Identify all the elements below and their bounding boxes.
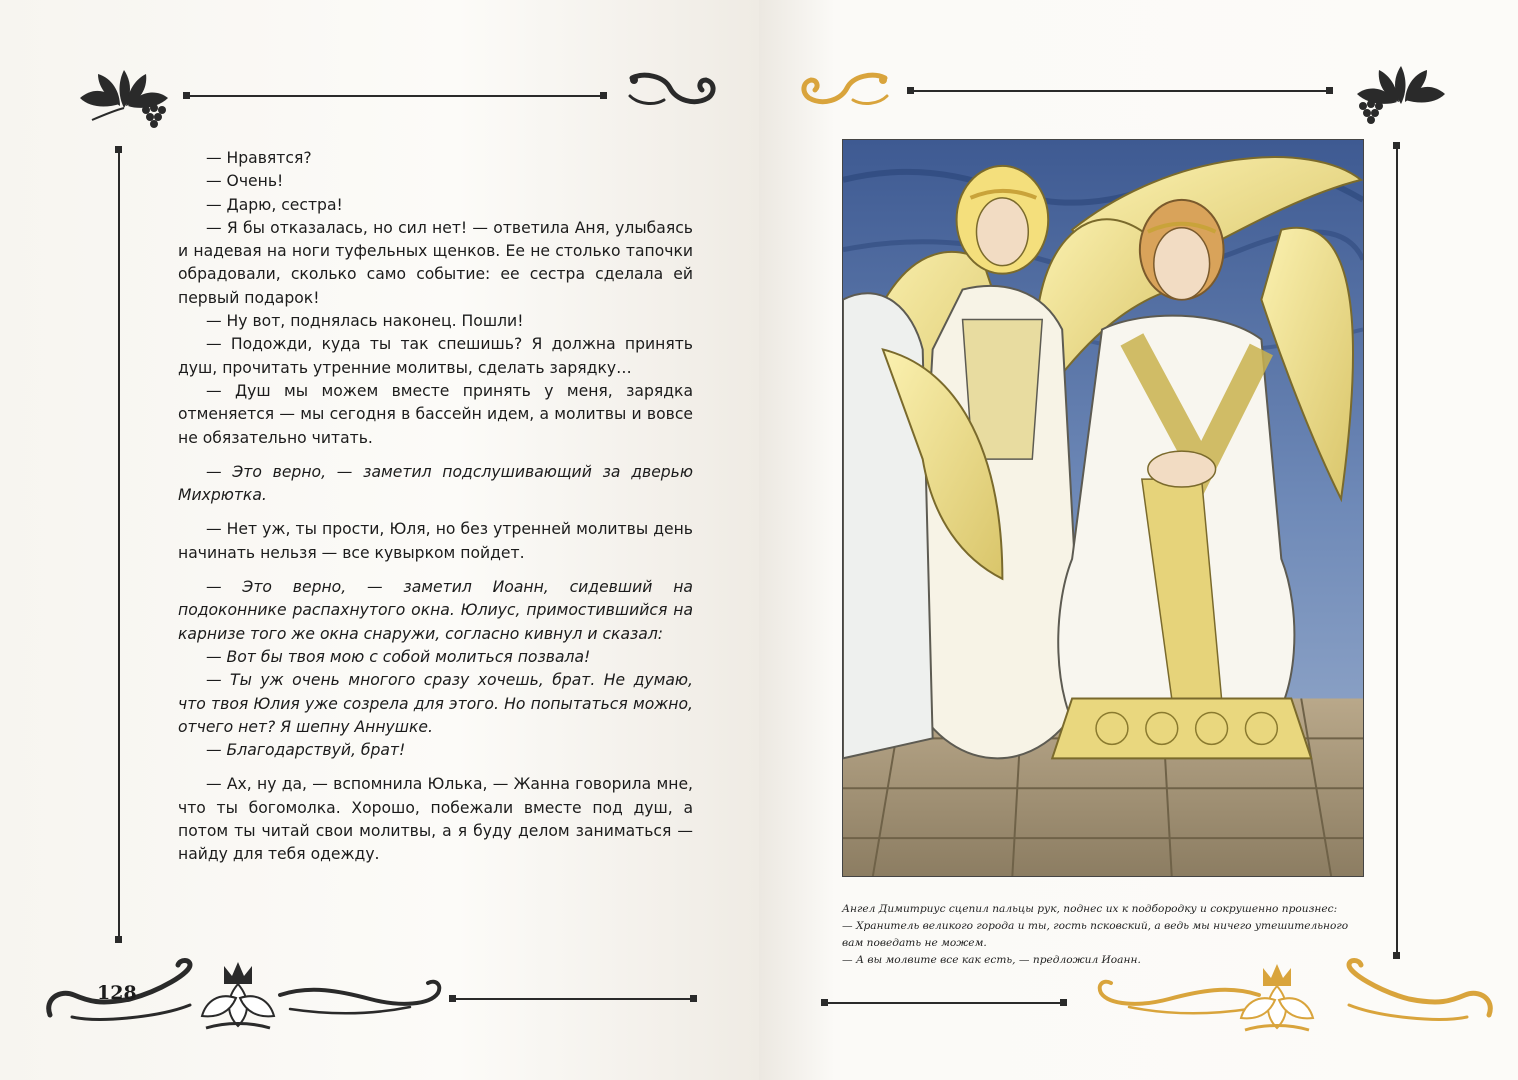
rule-end-dot xyxy=(821,999,828,1006)
caption-line: Ангел Димитриус сцепил пальцы рук, поднес их к подбородку и сокрушенно произнес: xyxy=(842,903,1338,915)
lotus-crown-icon xyxy=(1235,960,1319,1038)
paragraph: — Очень! xyxy=(206,172,284,191)
flourish-swirl-icon xyxy=(624,68,718,112)
paragraph: — Нет уж, ты прости, Юля, но без утренней молитвы день начинать нельзя — все кувырком пойдет. xyxy=(178,520,693,562)
illustration-caption xyxy=(842,901,1372,969)
rule-end-dot xyxy=(449,995,456,1002)
paragraph: — Это верно, — заметил Иоанн, сидевший на подоконнике распахнутого окна. Юлиус, примостившийся на карнизе того же окна снаружи, согласно кивнул и сказал: xyxy=(178,578,693,643)
paragraph: — Ты уж очень многого сразу хочешь, брат. Не думаю, что твоя Юлия уже созрела для этого. Но попытаться можно, отчего нет? Я шепну Аннушке. xyxy=(178,671,693,736)
rule-end-dot xyxy=(1393,142,1400,149)
leaf-berries-icon xyxy=(1349,64,1449,126)
paragraph: — Подожди, куда ты так спешишь? Я должна принять душ, прочитать утренние молитвы, сделать зарядку… xyxy=(178,335,693,377)
paragraph: — Ах, ну да, — вспомнила Юлька, — Жанна говорила мне, что ты богомолка. Хорошо, побежали вместе под душ, а потом ты читай свои молитвы, а я буду делом заниматься — найду для тебя одежду. xyxy=(178,775,693,864)
paragraph: — Благодарствуй, брат! xyxy=(206,741,406,760)
bottom-rule xyxy=(824,1002,1064,1004)
rule-end-dot xyxy=(183,92,190,99)
top-rule xyxy=(186,95,604,97)
angels-illustration xyxy=(842,139,1364,877)
paragraph: — Я бы отказалась, но сил нет! — ответила Аня, улыбаясь и надевая на ноги туфельных щенков. Ее не столько тапочки обрадовали, сколько само событие: ее сестра сделала ей первый подарок! xyxy=(178,218,693,307)
top-rule xyxy=(910,90,1330,92)
rule-end-dot xyxy=(115,936,122,943)
paragraph: — Это верно, — заметил подслушивающий за дверью Михрютка. xyxy=(178,462,693,505)
rule-end-dot xyxy=(1326,87,1333,94)
page-number: 128 xyxy=(97,982,137,1004)
rule-end-dot xyxy=(115,146,122,153)
paragraph: — Дарю, сестра! xyxy=(206,195,343,214)
side-rule xyxy=(118,150,120,940)
rule-end-dot xyxy=(600,92,607,99)
lotus-crown-icon xyxy=(196,958,280,1036)
page-text xyxy=(178,147,693,867)
rule-end-dot xyxy=(690,995,697,1002)
leaf-berries-icon xyxy=(76,68,176,130)
paragraph: — Вот бы твоя мою с собой молиться позвала! xyxy=(206,647,591,666)
caption-line: — Хранитель великого города и ты, гость псковский, а ведь мы ничего утешительного вам поведать не можем. xyxy=(842,920,1349,949)
rule-end-dot xyxy=(907,87,914,94)
caption-line: — А вы молвите все как есть, — предложил Иоанн. xyxy=(842,954,1141,966)
rule-end-dot xyxy=(1060,999,1067,1006)
bottom-rule xyxy=(452,998,694,1000)
paragraph: — Нравятся? xyxy=(206,149,312,167)
paragraph: — Ну вот, поднялась наконец. Пошли! xyxy=(206,312,524,331)
paragraph: — Душ мы можем вместе принять у меня, зарядка отменяется — мы сегодня в бассейн идем, а молитвы и вовсе не обязательно читать. xyxy=(178,381,693,447)
flourish-swirl-icon xyxy=(799,68,893,112)
side-rule xyxy=(1396,146,1398,956)
